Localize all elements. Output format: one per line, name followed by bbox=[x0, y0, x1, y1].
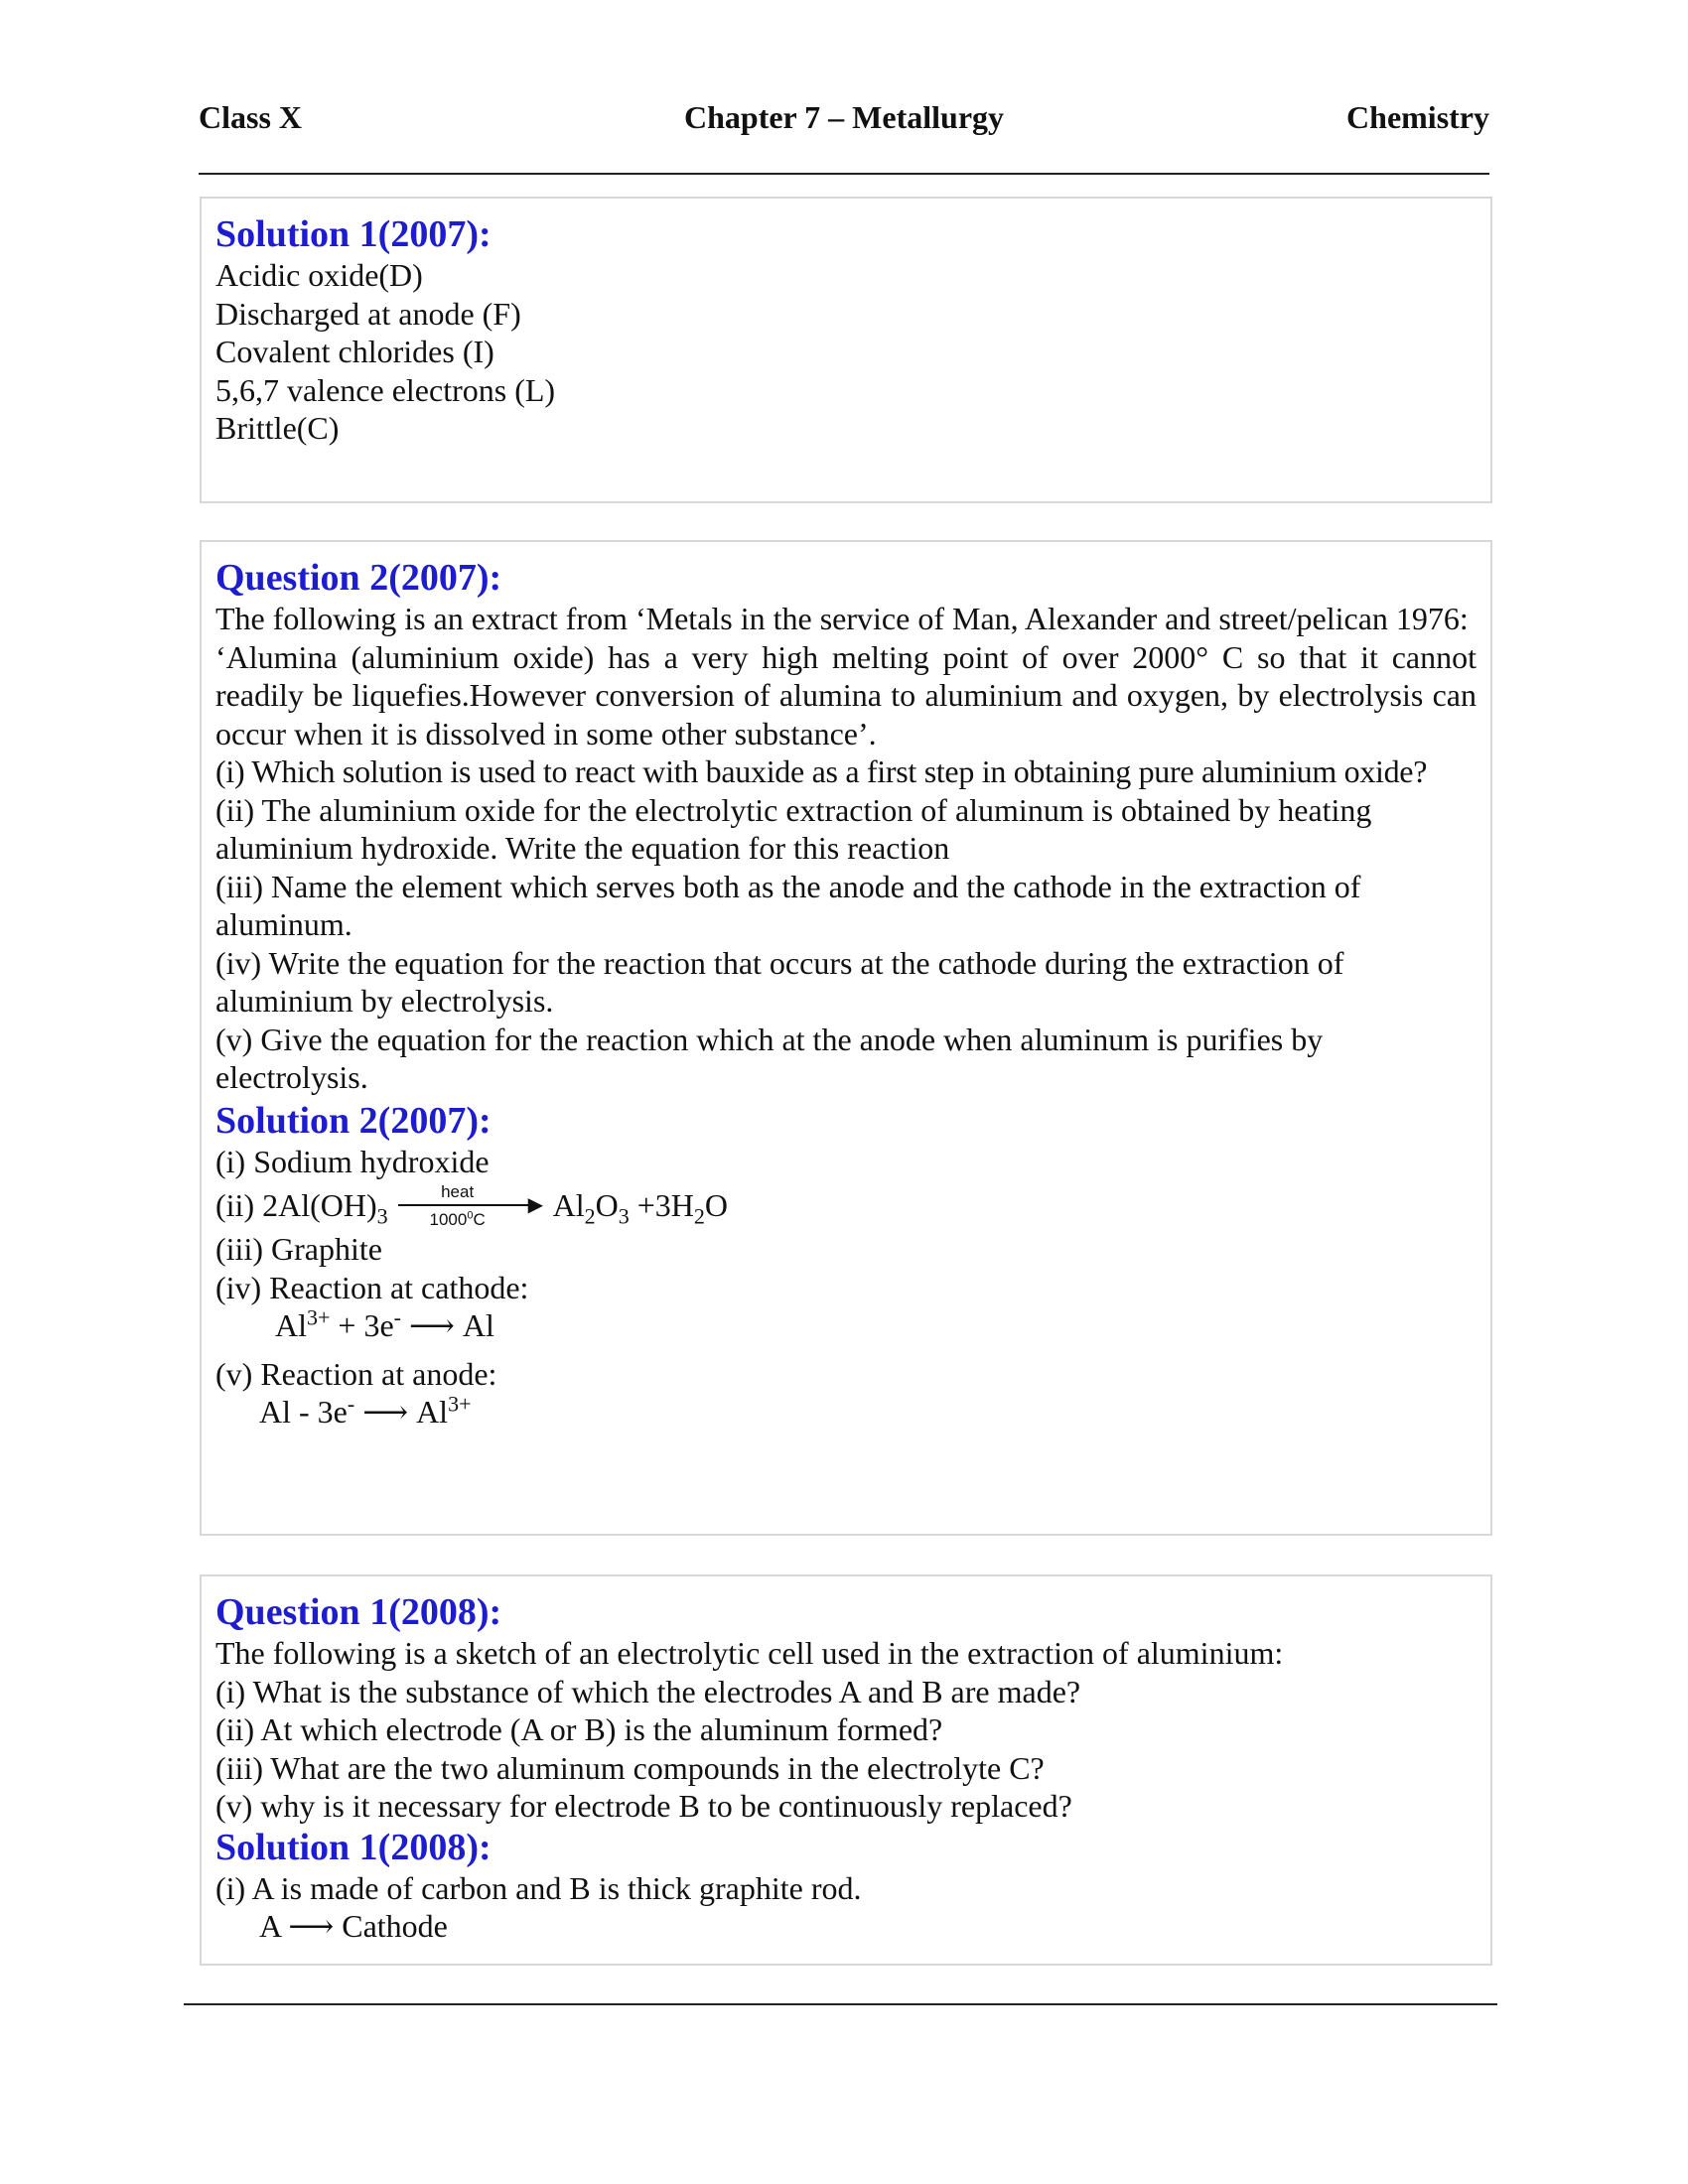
answer-line: Discharged at anode (F) bbox=[215, 295, 521, 332]
reaction-arrow-icon: ⟶ bbox=[362, 1394, 409, 1430]
solution-line: (i) A is made of carbon and B is thick graphite rod. bbox=[215, 1869, 862, 1906]
answer-line: Covalent chlorides (I) bbox=[215, 334, 494, 369]
solution-1-2007-heading: Solution 1(2007): bbox=[215, 213, 492, 255]
solution-part: (v) Reaction at anode: bbox=[215, 1355, 497, 1392]
cathode-equation: $Al^{3+} + 3e^-$ ⟶ Al bbox=[275, 1304, 494, 1343]
reaction-arrow-icon: ⟶ bbox=[409, 1307, 455, 1343]
solution-part: (iv) Reaction at cathode: bbox=[215, 1269, 529, 1305]
question-1-2008-heading: Question 1(2008): bbox=[215, 1591, 502, 1633]
chapter-title: Chapter 7 – Metallurgy bbox=[683, 99, 1005, 135]
question-quote: ‘Alumina (aluminium oxide) has a very high melting point of over 2000° C so that it cannot readily be liquefies.However conversion of alumina to aluminium and oxygen, by electrolysis can occur when it is dissolved in some other substance’. bbox=[215, 638, 1477, 751]
question-part: (iv) Write the equation for the reaction that occurs at the cathode during the extraction of aluminium by electrolysis. bbox=[215, 944, 1344, 1019]
question-line: The following is a sketch of an electrolytic cell used in the extraction of aluminium: bbox=[215, 1635, 1284, 1671]
question-part: (i) Which solution is used to react with bauxide as a first step in obtaining pure aluminium oxide? bbox=[215, 753, 1428, 789]
heat-arrow-icon: heat ▶ 1000$^0$C bbox=[398, 1183, 547, 1227]
question-line: (iii) What are the two aluminum compounds in the electrolyte C? bbox=[215, 1749, 1045, 1786]
reactant: (ii) $2Al(OH)_3$ bbox=[215, 1186, 388, 1229]
solution-1-2008-heading: Solution 1(2008): bbox=[215, 1826, 492, 1868]
subject-label: Chemistry bbox=[1346, 99, 1489, 135]
question-intro: The following is an extract from ‘Metals in the service of Man, Alexander and street/pelican 1976: bbox=[215, 601, 1469, 636]
question-part: (v) Give the equation for the reaction which at the anode when aluminum is purifies by electrolysis. bbox=[215, 1021, 1324, 1095]
solution-line: A ⟶ Cathode bbox=[259, 1908, 448, 1944]
page-header bbox=[199, 99, 1489, 143]
class-label: Class X bbox=[199, 99, 303, 135]
question-line: (i) What is the substance of which the electrodes A and B are made? bbox=[215, 1673, 1081, 1709]
question-part: (iii) Name the element which serves both as the anode and the cathode in the extraction of aluminum. bbox=[215, 868, 1361, 942]
question-line: (v) why is it necessary for electrode B to be continuously replaced? bbox=[215, 1788, 1072, 1824]
answer-line: Brittle(C) bbox=[215, 410, 340, 446]
solution-part: (i) Sodium hydroxide bbox=[215, 1143, 490, 1179]
arrow-condition-top: heat bbox=[441, 1182, 475, 1201]
decomposition-equation bbox=[215, 1180, 1477, 1230]
solution-2-2007-heading: Solution 2(2007): bbox=[215, 1099, 492, 1142]
question-part: (ii) The aluminium oxide for the electrolytic extraction of aluminum is obtained by heating aluminium hydroxide. Write the equation for this reaction bbox=[215, 791, 1372, 866]
header-divider bbox=[199, 173, 1489, 175]
question-2-2007-heading: Question 2(2007): bbox=[215, 557, 502, 599]
solution-1-2007-box bbox=[200, 197, 1492, 503]
answer-line: 5,6,7 valence electrons (L) bbox=[215, 371, 556, 408]
footer-divider bbox=[184, 2003, 1497, 2005]
arrow-condition-bottom: 1000$^0$C bbox=[429, 1209, 486, 1229]
question-1-2008-box bbox=[200, 1574, 1492, 1966]
solution-part: (iii) Graphite bbox=[215, 1231, 382, 1267]
anode-equation: Al - 3e- ⟶ $Al^{3+}$ bbox=[259, 1391, 472, 1430]
answer-line: Acidic oxide(D) bbox=[215, 257, 423, 293]
products: $Al_2O_3 +3H_2O$ bbox=[552, 1186, 728, 1229]
question-line: (ii) At which electrode (A or B) is the aluminum formed? bbox=[215, 1711, 943, 1747]
question-2-2007-box bbox=[200, 540, 1492, 1536]
